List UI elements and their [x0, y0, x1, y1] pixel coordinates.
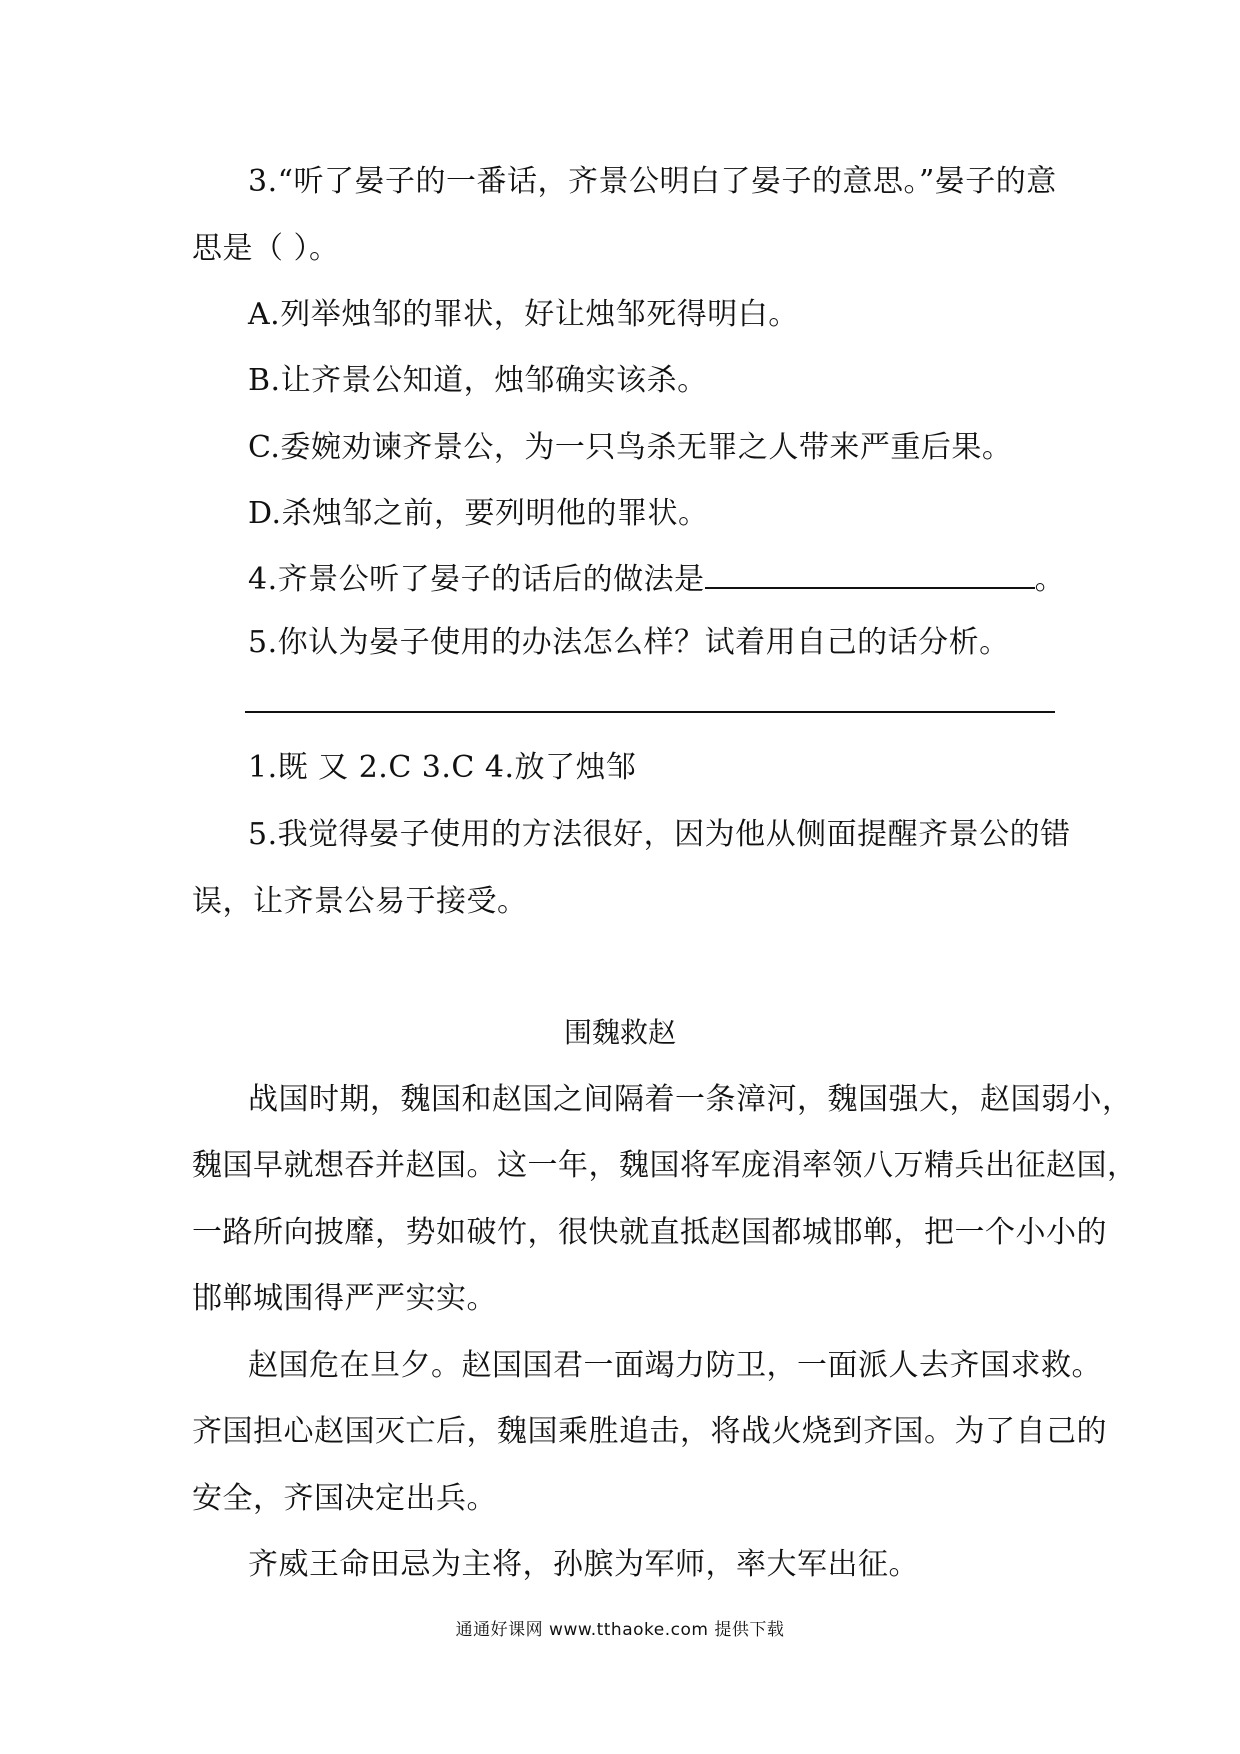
story-paragraph-1-line-4: 邯郸城围得严严实实。: [192, 1281, 497, 1316]
question-4-suffix: 。: [1034, 562, 1066, 597]
question-4-prefix: 4.齐景公听了晏子的话后的做法是: [248, 562, 705, 597]
question-3-option-b: B.让齐景公知道，烛邹确实该杀。: [248, 363, 708, 398]
answer-line-1: 1.既 又 2.C 3.C 4.放了烛邹: [248, 750, 637, 785]
story-paragraph-1-line-1: 战国时期，魏国和赵国之间隔着一条漳河，魏国强大，赵国弱小，: [248, 1082, 1133, 1117]
question-3-option-a: A.列举烛邹的罪状，好让烛邹死得明白。: [248, 297, 799, 332]
question-5-answer-line[interactable]: [245, 711, 1055, 713]
question-3-line-1: 3.“听了晏子的一番话，齐景公明白了晏子的意思。”晏子的意: [248, 164, 1057, 199]
question-4-answer-blank[interactable]: [705, 557, 1035, 589]
story-title: 围魏救赵: [563, 1016, 676, 1049]
answer-line-2: 5.我觉得晏子使用的方法很好，因为他从侧面提醒齐景公的错: [248, 817, 1071, 852]
story-paragraph-2-line-3: 安全，齐国决定出兵。: [192, 1481, 497, 1516]
question-3-option-c: C.委婉劝谏齐景公，为一只鸟杀无罪之人带来严重后果。: [248, 430, 1013, 465]
story-paragraph-2-line-2: 齐国担心赵国灭亡后，魏国乘胜追击，将战火烧到齐国。为了自己的: [192, 1414, 1107, 1449]
answer-line-3: 误，让齐景公易于接受。: [192, 884, 528, 919]
page-footer: 通通好课网 www.tthaoke.com 提供下载: [455, 1620, 785, 1640]
story-paragraph-1-line-2: 魏国早就想吞并赵国。这一年，魏国将军庞涓率领八万精兵出征赵国，: [192, 1148, 1138, 1183]
question-5: 5.你认为晏子使用的办法怎么样？试着用自己的话分析。: [248, 625, 1010, 660]
story-paragraph-3-line-1: 齐威王命田忌为主将，孙膑为军师，率大军出征。: [248, 1547, 919, 1582]
question-3-line-2: 思是（ ）。: [192, 231, 340, 266]
story-paragraph-2-line-1: 赵国危在旦夕。赵国国君一面竭力防卫，一面派人去齐国求救。: [248, 1348, 1102, 1383]
question-3-option-d: D.杀烛邹之前，要列明他的罪状。: [248, 496, 709, 531]
story-paragraph-1-line-3: 一路所向披靡，势如破竹，很快就直抵赵国都城邯郸，把一个小小的: [192, 1215, 1107, 1250]
question-4: [248, 557, 1065, 600]
